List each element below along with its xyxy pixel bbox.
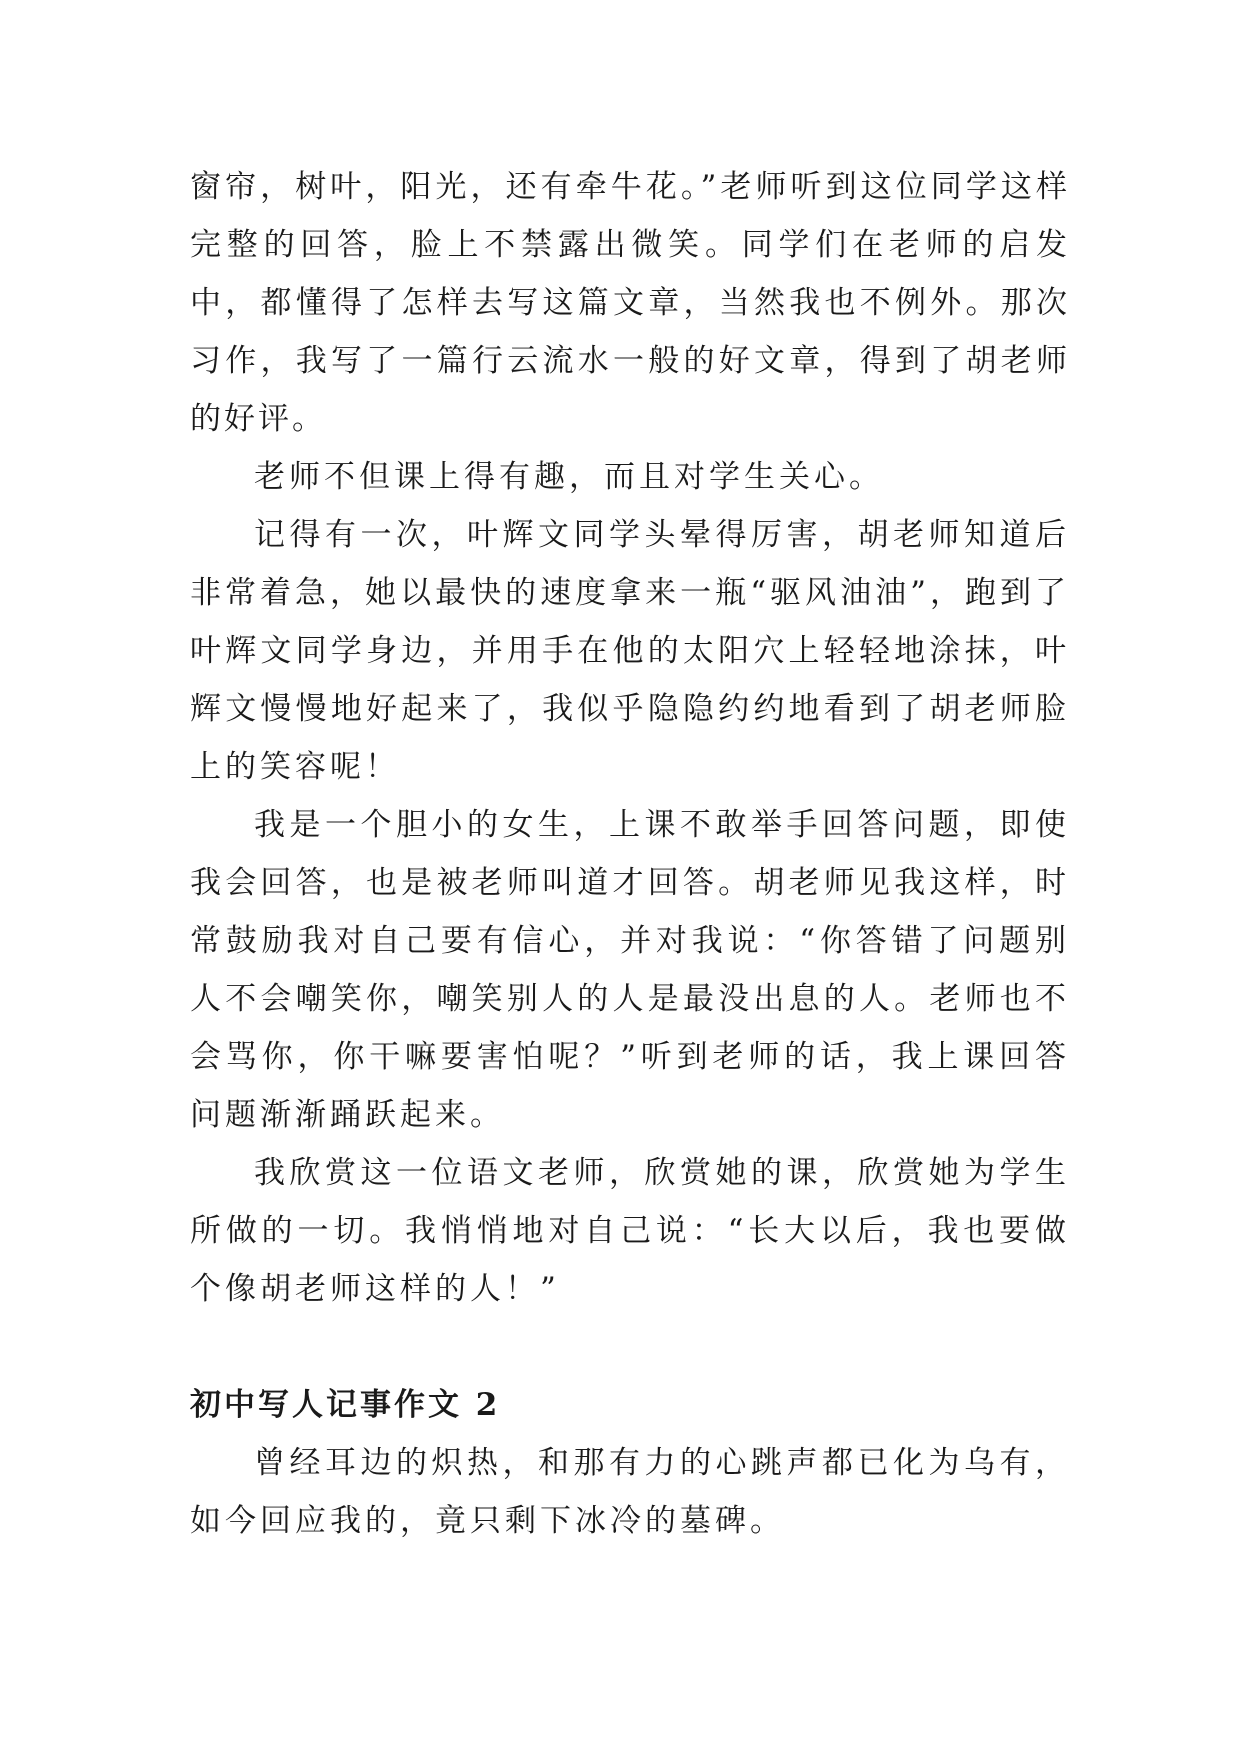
paragraph: 记得有一次，叶辉文同学头晕得厉害，胡老师知道后非常着急，她以最快的速度拿来一瓶“驱风油油”，跑到了叶辉文同学身边，并用手在他的太阳穴上轻轻地涂抹，叶辉文慢慢地好起来了，我似乎隐隐约约地看到了胡老师脸上的笑容呢！ [190,517,1070,785]
paragraph: 我是一个胆小的女生，上课不敢举手回答问题，即使我会回答，也是被老师叫道才回答。胡老师见我这样，时常鼓励我对自己要有信心，并对我说：“你答错了问题别人不会嘲笑你，嘲笑别人的人是最没出息的人。老师也不会骂你，你干嘛要害怕呢？”听到老师的话，我上课回答问题渐渐踊跃起来。 [190,807,1070,1133]
paragraph: 窗帘，树叶，阳光，还有牵牛花。”老师听到这位同学这样完整的回答，脸上不禁露出微笑。同学们在老师的启发中，都懂得了怎样去写这篇文章，当然我也不例外。那次习作，我写了一篇行云流水一般的好文章，得到了胡老师的好评。 [190,169,1070,437]
section-title: 初中写人记事作文 2 [190,1387,501,1423]
paragraph: 我欣赏这一位语文老师，欣赏她的课，欣赏她为学生所做的一切。我悄悄地对自己说：“长大以后，我也要做个像胡老师这样的人！” [190,1155,1070,1307]
paragraph: 曾经耳边的炽热，和那有力的心跳声都已化为乌有，如今回应我的，竟只剩下冰冷的墓碑。 [190,1445,1070,1539]
paragraph: 老师不但课上得有趣，而且对学生关心。 [254,459,884,495]
document-body [190,158,1070,1550]
